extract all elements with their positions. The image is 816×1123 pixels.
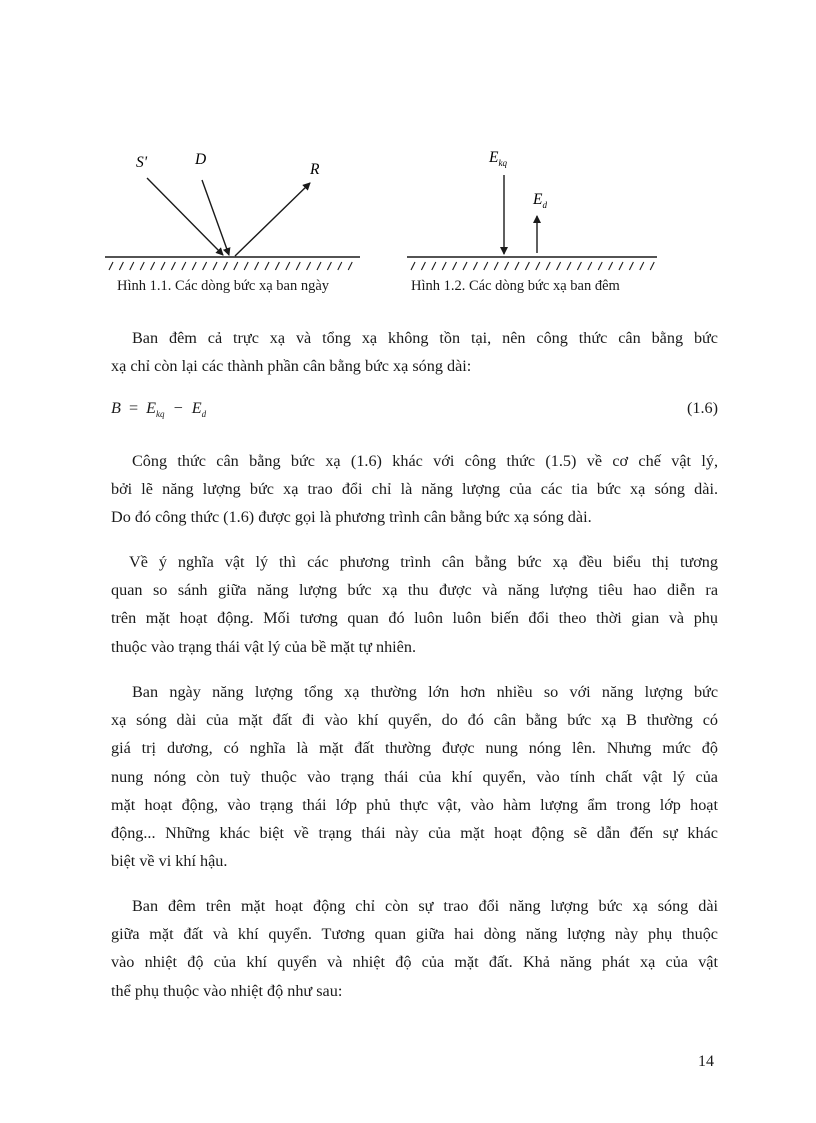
diffuse-radiation-arrow [202,180,229,255]
hatch-mark [265,262,269,270]
hatch-mark [609,262,613,270]
paragraph-line: Ban đêm cả trực xạ và tổng xạ không tồn tại, nên công thức cân bằng bức [132,329,718,347]
hatch-mark [473,262,477,270]
equation-1-6 [111,399,718,419]
hatch-mark [286,262,290,270]
reflected-radiation-arrow [235,183,310,256]
hatch-mark [505,262,509,270]
hatch-mark [650,262,654,270]
paragraph-4 [111,678,718,875]
paragraph-line: vào nhiệt độ của khí quyển và nhiệt độ của mặt đất. Khả năng phát xạ của vật [111,953,718,972]
label-ekq: $E_{kq}$ [489,149,507,168]
label-r: R [310,161,320,178]
paragraph-2 [111,447,718,532]
hatch-mark [546,262,550,270]
hatch-mark [536,262,540,270]
hatch-mark [598,262,602,270]
paragraph-3 [111,548,718,661]
hatch-mark [348,262,352,270]
paragraph-line: Ban đêm trên mặt hoạt động chỉ còn sự trao đổi năng lượng bức xạ sóng dài [132,897,718,915]
hatch-mark [463,262,467,270]
paragraph-line: quan so sánh giữa năng lượng bức xạ thu được và năng lượng tiêu hao diễn ra [111,581,718,600]
hatch-mark [161,262,165,270]
equation-term-ekq: E [146,399,157,417]
paragraph-line: Công thức cân bằng bức xạ (1.6) khác với công thức (1.5) về cơ chế vật lý, [132,452,718,470]
hatch-mark [525,262,529,270]
hatch-mark [338,262,342,270]
hatch-mark [119,262,123,270]
hatch-mark [244,262,248,270]
paragraph-line: Do đó công thức (1.6) được gọi là phương trình cân bằng bức xạ sóng dài. [111,508,592,527]
figure-1-1 [105,140,365,280]
paragraph-line: xạ sóng dài của mặt đất đi vào khí quyển, do đó cân bằng bức xạ B thường có [111,711,718,730]
equation-equals: = [128,399,139,417]
label-s: S' [136,154,148,171]
figure-1-2 [405,140,665,280]
hatch-mark [296,262,300,270]
direct-radiation-arrow [147,178,223,255]
hatch-mark [140,262,144,270]
hatch-mark [432,262,436,270]
hatch-mark [577,262,581,270]
paragraph-line: nung nóng còn tuỳ thuộc vào trạng thái của khí quyển, vào tính chất vật lý của [111,767,718,786]
hatch-mark [453,262,457,270]
hatch-mark [494,262,498,270]
hatch-mark [213,262,217,270]
hatch-mark [223,262,227,270]
hatch-mark [275,262,279,270]
paragraph-line: xạ chỉ còn lại các thành phần cân bằng bức xạ sóng dài: [111,357,472,376]
hatch-mark [192,262,196,270]
paragraph-line: động... Những khác biệt về trạng thái này của mặt hoạt động sẽ dẫn đến sự khác [111,823,718,842]
hatch-mark [411,262,415,270]
paragraph-line: biệt về vi khí hậu. [111,852,228,871]
paragraph-line: Về ý nghĩa vật lý thì các phương trình cân bằng bức xạ đều biểu thị tương [129,553,718,571]
hatch-mark [557,262,561,270]
hatch-mark [588,262,592,270]
hatch-mark [182,262,186,270]
hatch-mark [203,262,207,270]
paragraph-line: giữa mặt đất và khí quyển. Tương quan giữa hai dòng năng lượng này phụ thuộc [111,925,718,944]
ground-hatching [411,262,654,270]
equation-minus: − [173,399,183,417]
hatch-mark [619,262,623,270]
hatch-mark [515,262,519,270]
label-ed: $E_d$ [533,191,547,210]
hatch-mark [442,262,446,270]
equation-sub-d: d [201,409,207,420]
paragraph-line: Ban ngày năng lượng tổng xạ thường lớn hơn nhiều so với năng lượng bức [132,683,718,701]
paragraph-line: trên mặt hoạt động. Mối tương quan đó luôn luôn biến đổi theo thời gian và phụ [111,609,718,628]
figure-1-1-diagram [105,140,365,280]
hatch-mark [130,262,134,270]
figure-1-2-diagram [405,140,665,280]
hatch-mark [234,262,238,270]
paragraph-line: thuộc vào trạng thái vật lý của bề mặt tự nhiên. [111,637,417,656]
equation-lhs: B [111,399,121,417]
paragraph-line: mặt hoạt động, vào trạng thái lớp phủ thực vật, vào hàm lượng ẩm trong lớp hoạt [111,795,718,814]
equation-term-ed: E [191,399,202,417]
hatch-mark [151,262,155,270]
hatch-mark [567,262,571,270]
label-d: D [195,151,207,168]
hatch-mark [640,262,644,270]
hatch-mark [307,262,311,270]
hatch-mark [421,262,425,270]
ground-hatching [109,262,352,270]
figure-1-1-caption: Hình 1.1. Các dòng bức xạ ban ngày [117,278,330,294]
paragraph-line: thể phụ thuộc vào nhiệt độ như sau: [111,981,343,1000]
hatch-mark [255,262,259,270]
hatch-mark [327,262,331,270]
hatch-mark [484,262,488,270]
paragraph-1 [111,324,718,380]
hatch-mark [109,262,113,270]
page-number: 14 [698,1053,714,1070]
hatch-mark [171,262,175,270]
equation-sub-kq: kq [156,409,165,420]
hatch-mark [629,262,633,270]
paragraph-5 [111,892,718,1005]
paragraph-line: giá trị dương, có nghĩa là mặt đất thường được nung nóng lên. Nhưng mức độ [111,739,718,758]
equation-number: (1.6) [686,399,718,417]
hatch-mark [317,262,321,270]
paragraph-line: bởi lẽ năng lượng bức xạ trao đổi chỉ là năng lượng của các tia bức xạ sóng dài. [111,480,718,499]
figure-1-2-caption: Hình 1.2. Các dòng bức xạ ban đêm [411,278,620,294]
